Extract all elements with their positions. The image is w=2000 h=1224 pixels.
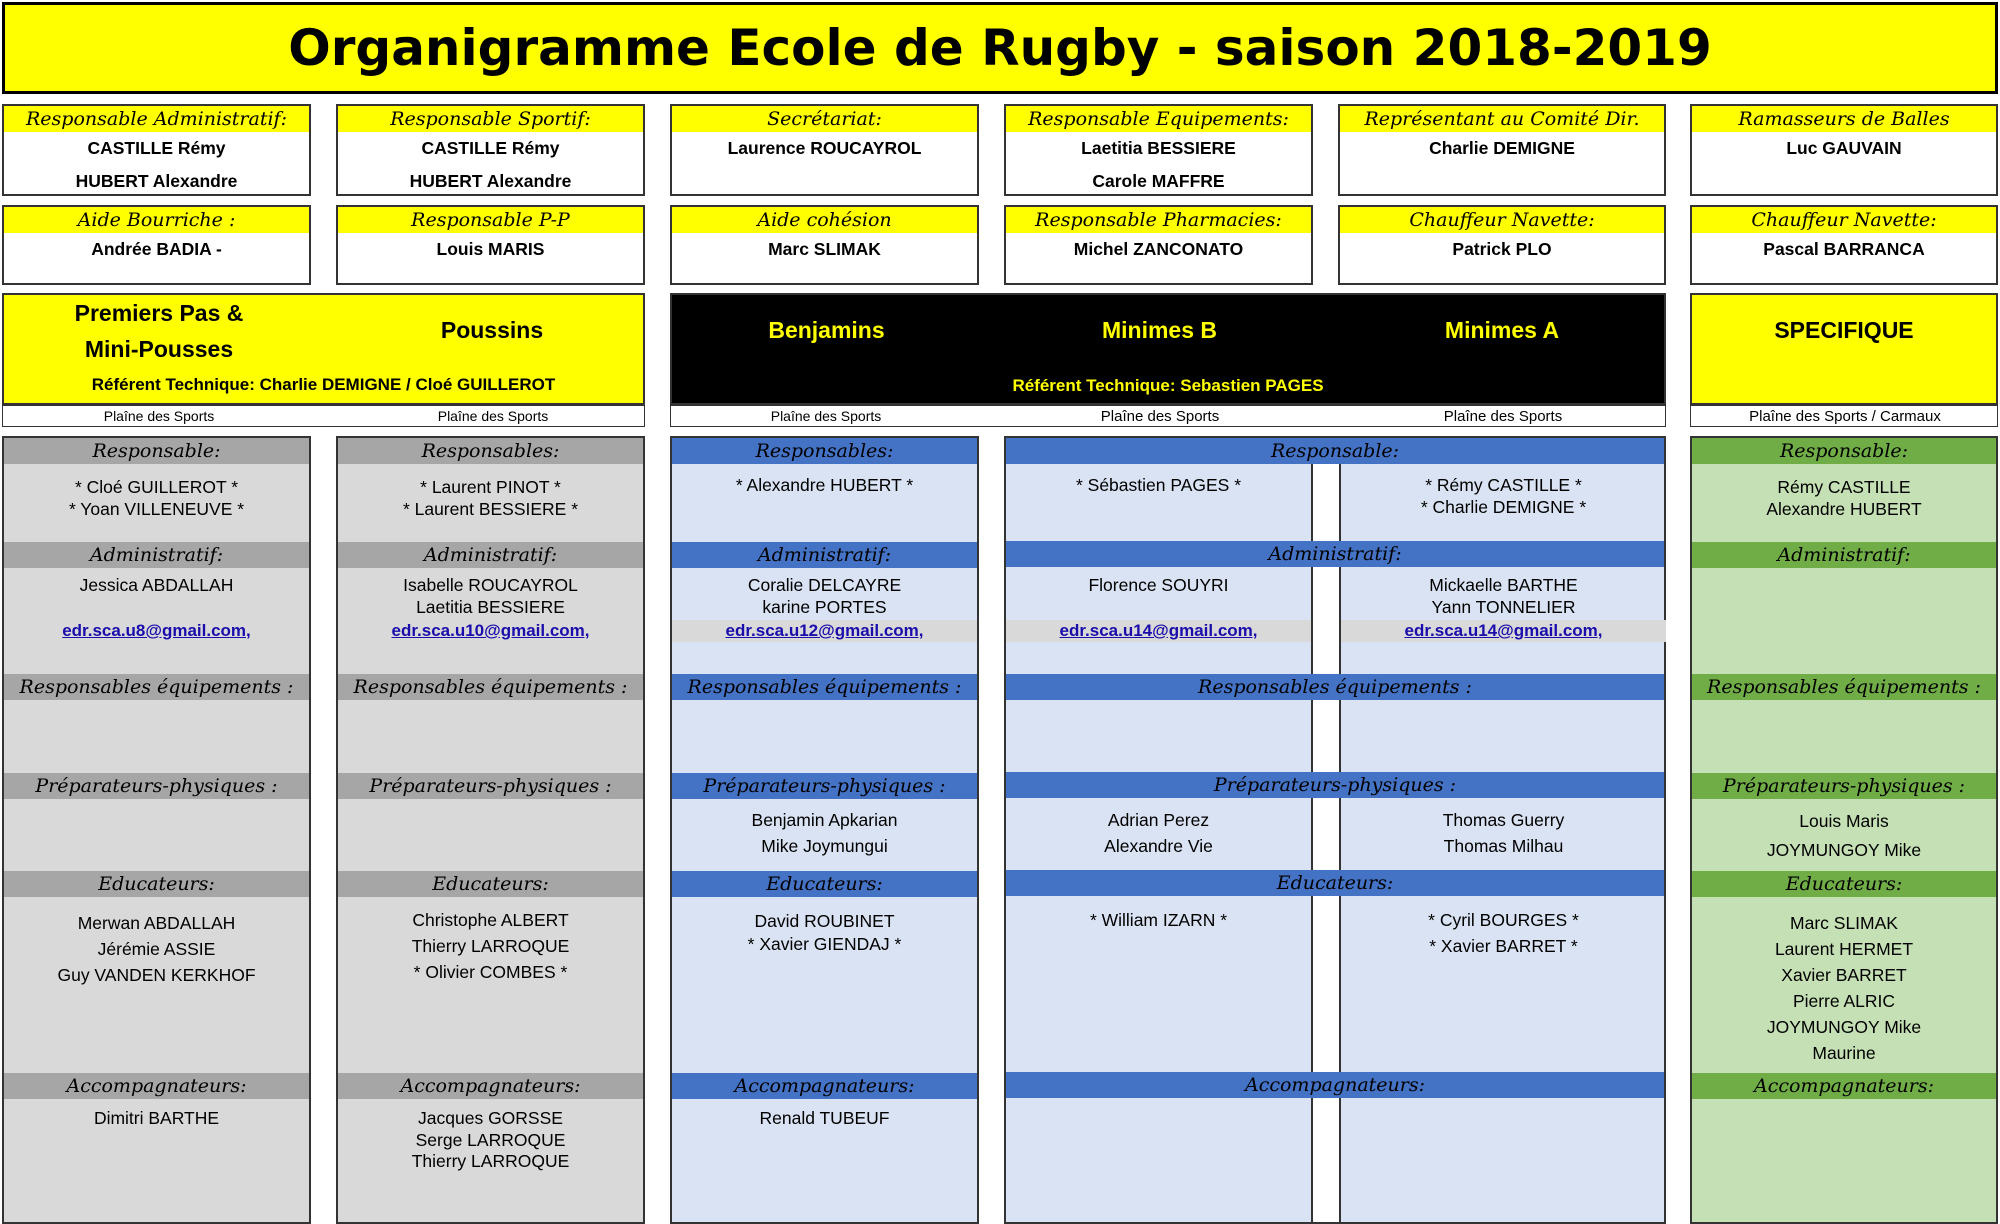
box-line: Marc SLIMAK xyxy=(768,239,881,259)
box-ramasseurs xyxy=(1690,104,1998,196)
section-header-responsable: Responsable: xyxy=(1006,438,1664,464)
venue-label: Plaîne des Sports xyxy=(1100,408,1220,425)
box-aide-cohesion xyxy=(670,205,979,285)
section-header-administratif: Administratif: xyxy=(1006,541,1664,567)
venue-label: Plaîne des Sports xyxy=(437,408,549,424)
email-link[interactable]: edr.sca.u14@gmail.com, xyxy=(1404,621,1603,640)
responsables-list: * Cloé GUILLEROT * * Yoan VILLENEUVE * xyxy=(68,477,245,519)
venue-row xyxy=(670,405,1666,427)
email-row xyxy=(672,620,977,642)
group-name-minimes-a: Minimes A xyxy=(1444,317,1560,343)
section-header-equipements: Responsables équipements : xyxy=(1692,674,1996,700)
responsables-list: * Laurent PINOT * * Laurent BESSIERE * xyxy=(402,477,579,519)
referent-technique: Référent Technique: Charlie DEMIGNE / Cloé GUILLEROT xyxy=(91,375,556,394)
preparateurs-list-minimes-b: Adrian Perez Alexandre Vie xyxy=(1104,810,1213,856)
box-header: Secrétariat: xyxy=(672,106,977,132)
box-header: Aide cohésion xyxy=(672,207,977,233)
box-resp-equipements xyxy=(1004,104,1313,196)
educateurs-list-minimes-a: * Cyril BOURGES * * Xavier BARRET * xyxy=(1428,910,1579,956)
email-link[interactable]: edr.sca.u8@gmail.com, xyxy=(62,621,251,640)
box-header: Chauffeur Navette: xyxy=(1340,207,1664,233)
group-header-specifique xyxy=(1690,293,1998,405)
email-link[interactable]: edr.sca.u14@gmail.com, xyxy=(1059,621,1258,640)
responsables-list-minimes-a: * Rémy CASTILLE * * Charlie DEMIGNE * xyxy=(1420,475,1587,517)
section-header-administratif: Administratif: xyxy=(672,542,977,568)
box-line: Patrick PLO xyxy=(1452,239,1552,259)
section-header-responsable: Responsable: xyxy=(1692,438,1996,464)
box-chauffeur-2 xyxy=(1690,205,1998,285)
accompagnateurs-list: Jacques GORSSE Serge LARROQUE Thierry LARROQUE xyxy=(411,1108,570,1171)
responsables-list: Rémy CASTILLE Alexandre HUBERT xyxy=(1766,477,1922,519)
referent-technique: Référent Technique: Sebastien PAGES xyxy=(1012,376,1324,395)
section-header-equipements: Responsables équipements : xyxy=(1006,674,1664,700)
group-name-line: Premiers Pas & xyxy=(74,300,244,326)
venue-row xyxy=(2,405,645,427)
box-header: Chauffeur Navette: xyxy=(1692,207,1996,233)
box-line: Andrée BADIA - xyxy=(91,239,222,259)
box-resp-admin xyxy=(2,104,311,196)
box-line: Michel ZANCONATO xyxy=(1073,239,1244,259)
email-link[interactable]: edr.sca.u10@gmail.com, xyxy=(391,621,590,640)
section-header-educateurs: Educateurs: xyxy=(1006,870,1664,896)
box-line: Laetitia BESSIERE xyxy=(1081,138,1236,158)
box-aide-bourriche xyxy=(2,205,311,285)
venue-label: Plaîne des Sports / Carmaux xyxy=(1749,408,1941,425)
box-header: Responsable Equipements: xyxy=(1006,106,1311,132)
section-header-administratif: Administratif: xyxy=(1692,542,1996,568)
box-line: HUBERT Alexandre xyxy=(75,171,238,191)
section-header-accompagnateurs: Accompagnateurs: xyxy=(4,1073,309,1099)
venue-label: Plaîne des Sports xyxy=(1443,408,1563,425)
column-benjamins xyxy=(670,436,979,1224)
section-header-responsables: Responsables: xyxy=(672,438,977,464)
section-header-equipements: Responsables équipements : xyxy=(4,674,309,700)
educateurs-list-minimes-b: * William IZARN * xyxy=(1089,910,1228,930)
box-line: CASTILLE Rémy xyxy=(87,138,226,158)
box-chauffeur-1 xyxy=(1338,205,1666,285)
box-line: Laurence ROUCAYROL xyxy=(727,138,922,158)
administratif-list-minimes-b: Florence SOUYRI xyxy=(1088,575,1229,595)
column-premiers-pas xyxy=(2,436,311,1224)
section-header-accompagnateurs: Accompagnateurs: xyxy=(672,1073,977,1099)
section-header-accompagnateurs: Accompagnateurs: xyxy=(1692,1073,1996,1099)
group-name-poussins: Poussins xyxy=(440,317,544,343)
group-name-premiers-pas xyxy=(4,295,314,367)
box-line: Carole MAFFRE xyxy=(1092,171,1225,191)
responsables-list: * Alexandre HUBERT * xyxy=(735,475,914,495)
section-header-equipements: Responsables équipements : xyxy=(672,674,977,700)
section-header-preparateurs: Préparateurs-physiques : xyxy=(672,773,977,799)
box-header: Aide Bourriche : xyxy=(4,207,309,233)
section-header-responsables: Responsables: xyxy=(338,438,643,464)
box-resp-pharmacies xyxy=(1004,205,1313,285)
email-link[interactable]: edr.sca.u12@gmail.com, xyxy=(725,621,924,640)
group-header-benjamins-minimes xyxy=(670,293,1666,405)
administratif-list: Isabelle ROUCAYROL Laetitia BESSIERE xyxy=(403,575,578,617)
section-header-educateurs: Educateurs: xyxy=(1692,871,1996,897)
section-header-preparateurs: Préparateurs-physiques : xyxy=(4,773,309,799)
educateurs-list: Merwan ABDALLAH Jérémie ASSIE Guy VANDEN KERKHOF xyxy=(57,913,256,985)
venue-label: Plaîne des Sports xyxy=(770,408,882,424)
email-row xyxy=(4,620,309,642)
box-header: Ramasseurs de Balles xyxy=(1692,106,1996,132)
section-header-administratif: Administratif: xyxy=(338,542,643,568)
box-header: Responsable Sportif: xyxy=(338,106,643,132)
box-resp-sportif xyxy=(336,104,645,196)
box-secretariat xyxy=(670,104,979,196)
box-representant xyxy=(1338,104,1666,196)
group-header-premiers-poussins xyxy=(2,293,645,405)
email-row xyxy=(338,620,643,642)
box-header: Responsable Pharmacies: xyxy=(1006,207,1311,233)
column-poussins xyxy=(336,436,645,1224)
educateurs-list: Marc SLIMAK Laurent HERMET Xavier BARRET Pierre ALRIC JOYMUNGOY Mike Maurine xyxy=(1766,913,1922,1063)
section-header-preparateurs: Préparateurs-physiques : xyxy=(1692,773,1996,799)
column-minimes xyxy=(1004,436,1666,1224)
page-title: Organigramme Ecole de Rugby - saison 2018-2019 xyxy=(2,2,1998,94)
section-header-accompagnateurs: Accompagnateurs: xyxy=(338,1073,643,1099)
educateurs-list: Christophe ALBERT Thierry LARROQUE * Olivier COMBES * xyxy=(411,910,570,982)
venue-row xyxy=(1690,405,1998,427)
administratif-list-minimes-a: Mickaelle BARTHE Yann TONNELIER xyxy=(1429,575,1578,617)
group-name-line: Mini-Pousses xyxy=(84,336,234,362)
preparateurs-list: Benjamin Apkarian Mike Joymungui xyxy=(751,810,898,856)
section-header-educateurs: Educateurs: xyxy=(672,871,977,897)
responsables-list-minimes-b: * Sébastien PAGES * xyxy=(1075,475,1242,495)
box-line: HUBERT Alexandre xyxy=(409,171,572,191)
box-line: Pascal BARRANCA xyxy=(1763,239,1925,259)
accompagnateurs-list: Dimitri BARTHE xyxy=(93,1108,220,1128)
section-header-educateurs: Educateurs: xyxy=(4,871,309,897)
email-row xyxy=(1341,620,1666,642)
box-header: Représentant au Comité Dir. xyxy=(1340,106,1664,132)
section-header-equipements: Responsables équipements : xyxy=(338,674,643,700)
box-line: Charlie DEMIGNE xyxy=(1429,138,1575,158)
section-header-educateurs: Educateurs: xyxy=(338,871,643,897)
group-name-benjamins: Benjamins xyxy=(768,317,885,343)
accompagnateurs-list: Renald TUBEUF xyxy=(759,1108,890,1128)
preparateurs-list: Louis Maris JOYMUNGOY Mike xyxy=(1766,811,1922,860)
box-line: Louis MARIS xyxy=(436,239,545,259)
section-header-responsable: Responsable: xyxy=(4,438,309,464)
administratif-list: Coralie DELCAYRE karine PORTES xyxy=(747,575,902,617)
administratif-list: Jessica ABDALLAH xyxy=(79,575,234,595)
section-header-preparateurs: Préparateurs-physiques : xyxy=(338,773,643,799)
group-name-specifique: SPECIFIQUE xyxy=(1774,317,1914,343)
box-resp-pp xyxy=(336,205,645,285)
educateurs-list: David ROUBINET * Xavier GIENDAJ * xyxy=(747,911,902,954)
section-header-administratif: Administratif: xyxy=(4,542,309,568)
section-header-preparateurs: Préparateurs-physiques : xyxy=(1006,772,1664,798)
box-header: Responsable Administratif: xyxy=(4,106,309,132)
box-line: Luc GAUVAIN xyxy=(1786,138,1902,158)
group-name-minimes-b: Minimes B xyxy=(1101,317,1218,343)
preparateurs-list-minimes-a: Thomas Guerry Thomas Milhau xyxy=(1442,810,1565,856)
box-header: Responsable P-P xyxy=(338,207,643,233)
venue-label: Plaîne des Sports xyxy=(103,408,215,424)
column-specifique xyxy=(1690,436,1998,1224)
box-line: CASTILLE Rémy xyxy=(421,138,560,158)
section-header-accompagnateurs: Accompagnateurs: xyxy=(1006,1072,1664,1098)
email-row xyxy=(1006,620,1311,642)
